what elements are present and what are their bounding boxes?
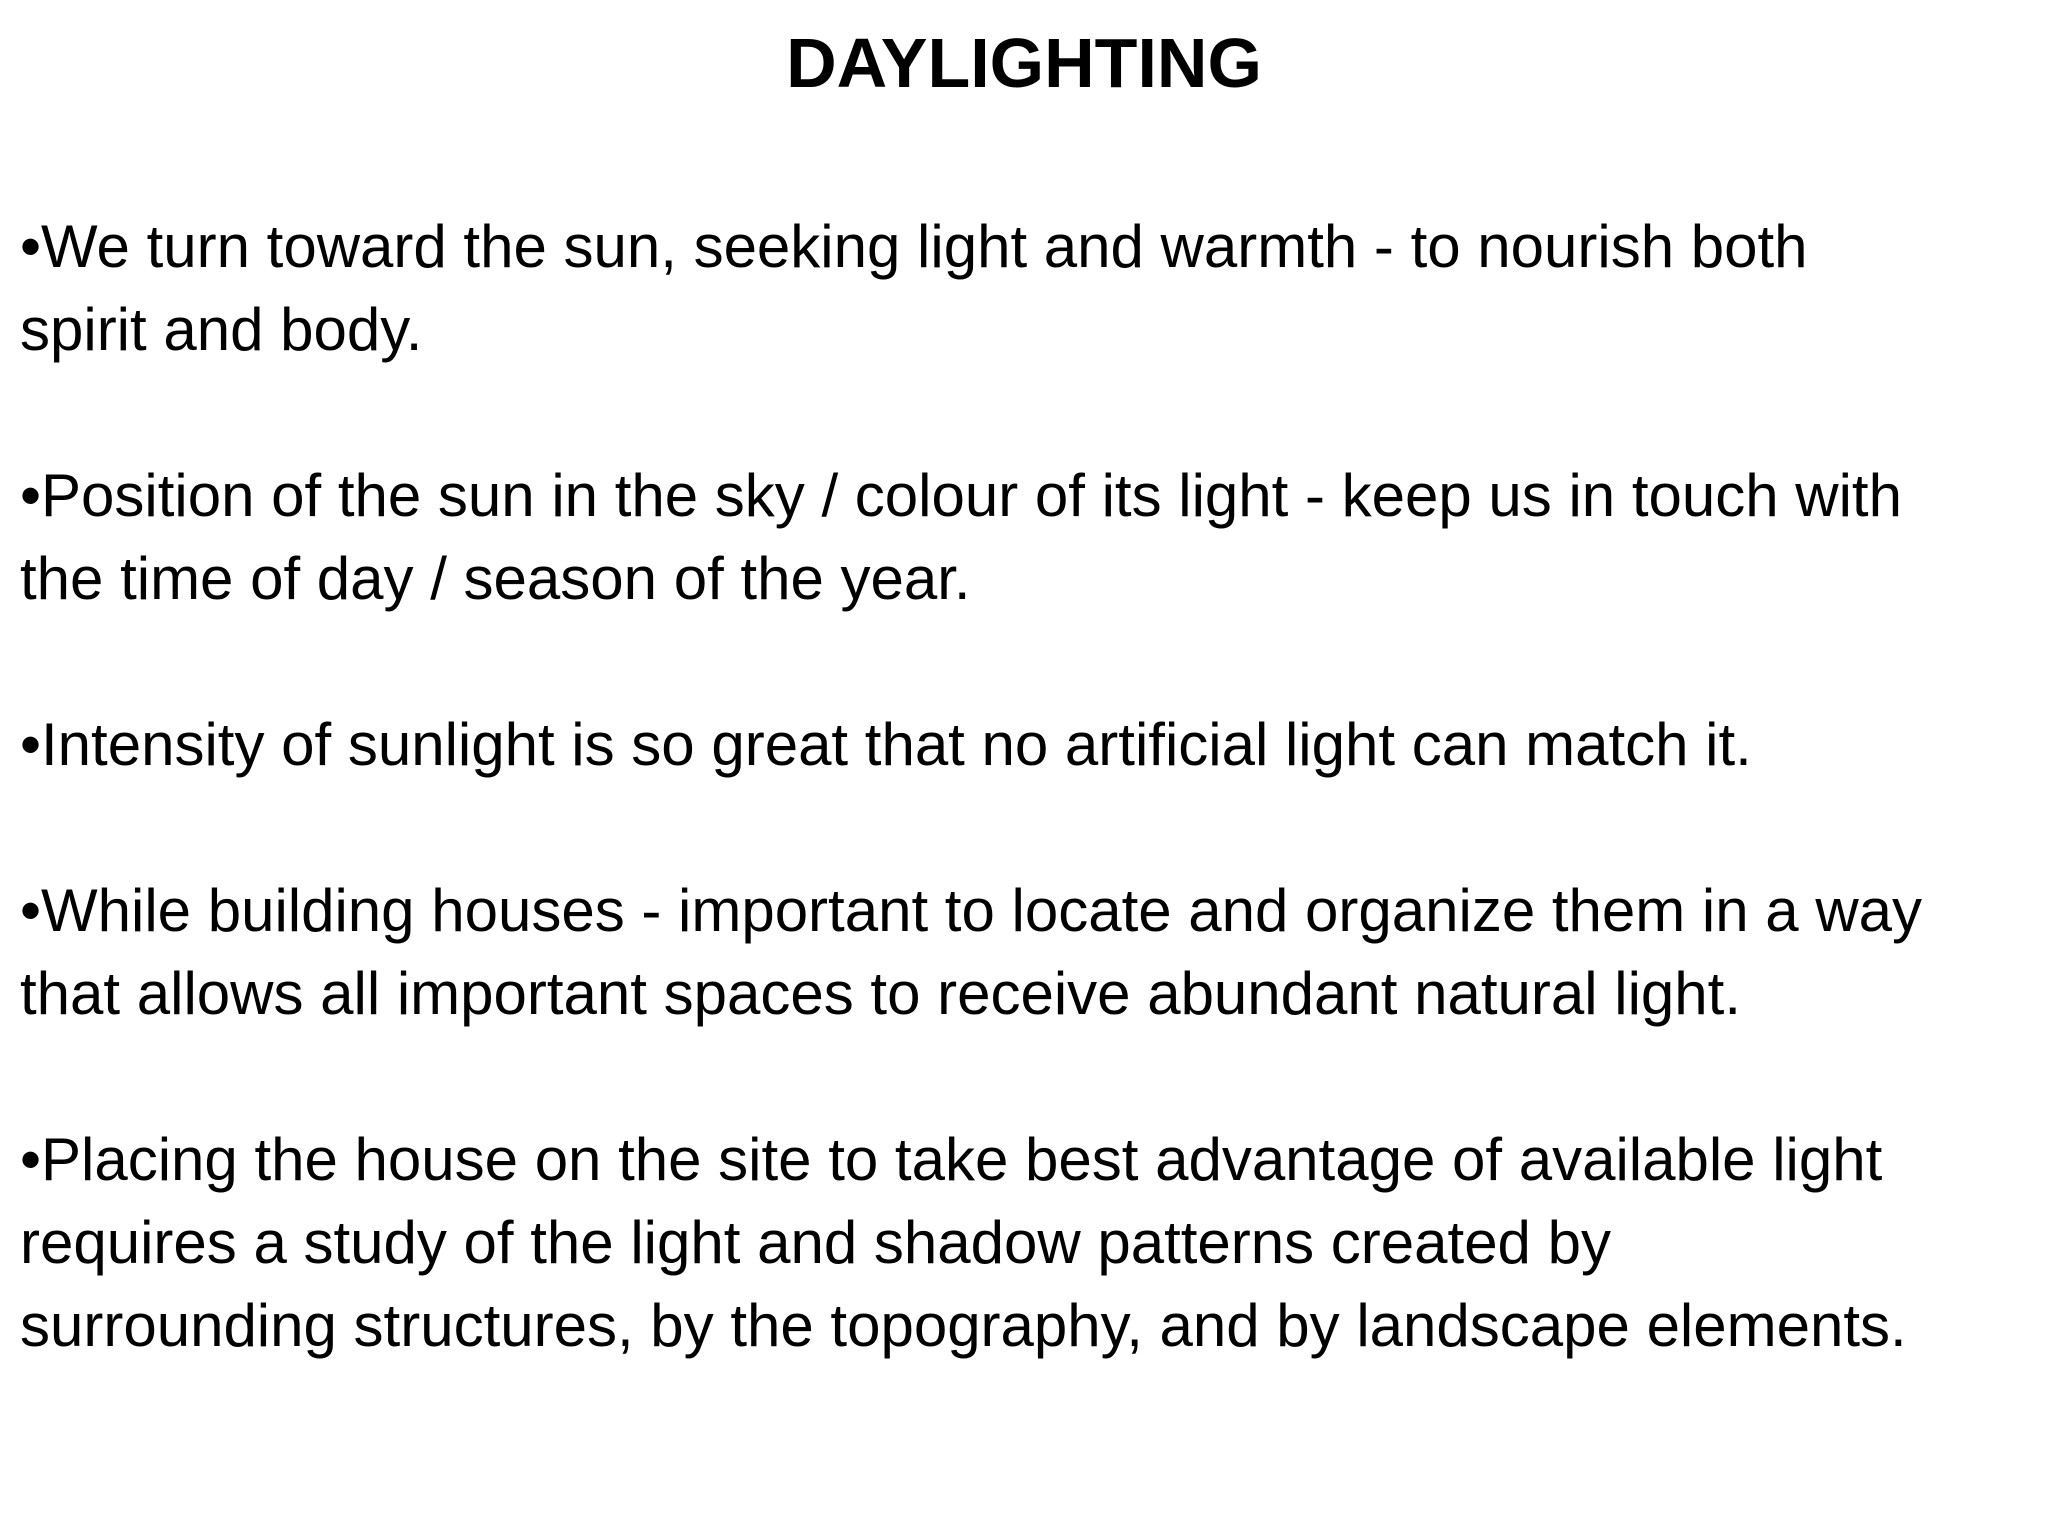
bullet-item: [20, 1118, 2035, 1367]
bullet-item: [20, 703, 2035, 786]
bullet-item: [20, 454, 2035, 620]
bullet-line: the time of day / season of the year.: [20, 545, 971, 612]
bullet-line: •We turn toward the sun, seeking light and warmth - to nourish both: [20, 213, 1808, 280]
bullet-line: •While building houses - important to locate and organize them in a way: [20, 877, 1923, 944]
bullet-list: [20, 205, 2035, 1450]
bullet-item: [20, 205, 2035, 371]
bullet-line: spirit and body.: [20, 296, 423, 363]
bullet-line: surrounding structures, by the topography, and by landscape elements.: [20, 1292, 1907, 1359]
bullet-line: that allows all important spaces to receive abundant natural light.: [20, 960, 1741, 1027]
bullet-line: •Intensity of sunlight is so great that no artificial light can match it.: [20, 711, 1752, 778]
bullet-line: •Placing the house on the site to take best advantage of available light: [20, 1126, 1883, 1193]
bullet-line: •Position of the sun in the sky / colour of its light - keep us in touch with: [20, 462, 1902, 529]
slide-title: DAYLIGHTING: [786, 24, 1262, 102]
bullet-item: [20, 869, 2035, 1035]
bullet-line: requires a study of the light and shadow patterns created by: [20, 1209, 1611, 1276]
